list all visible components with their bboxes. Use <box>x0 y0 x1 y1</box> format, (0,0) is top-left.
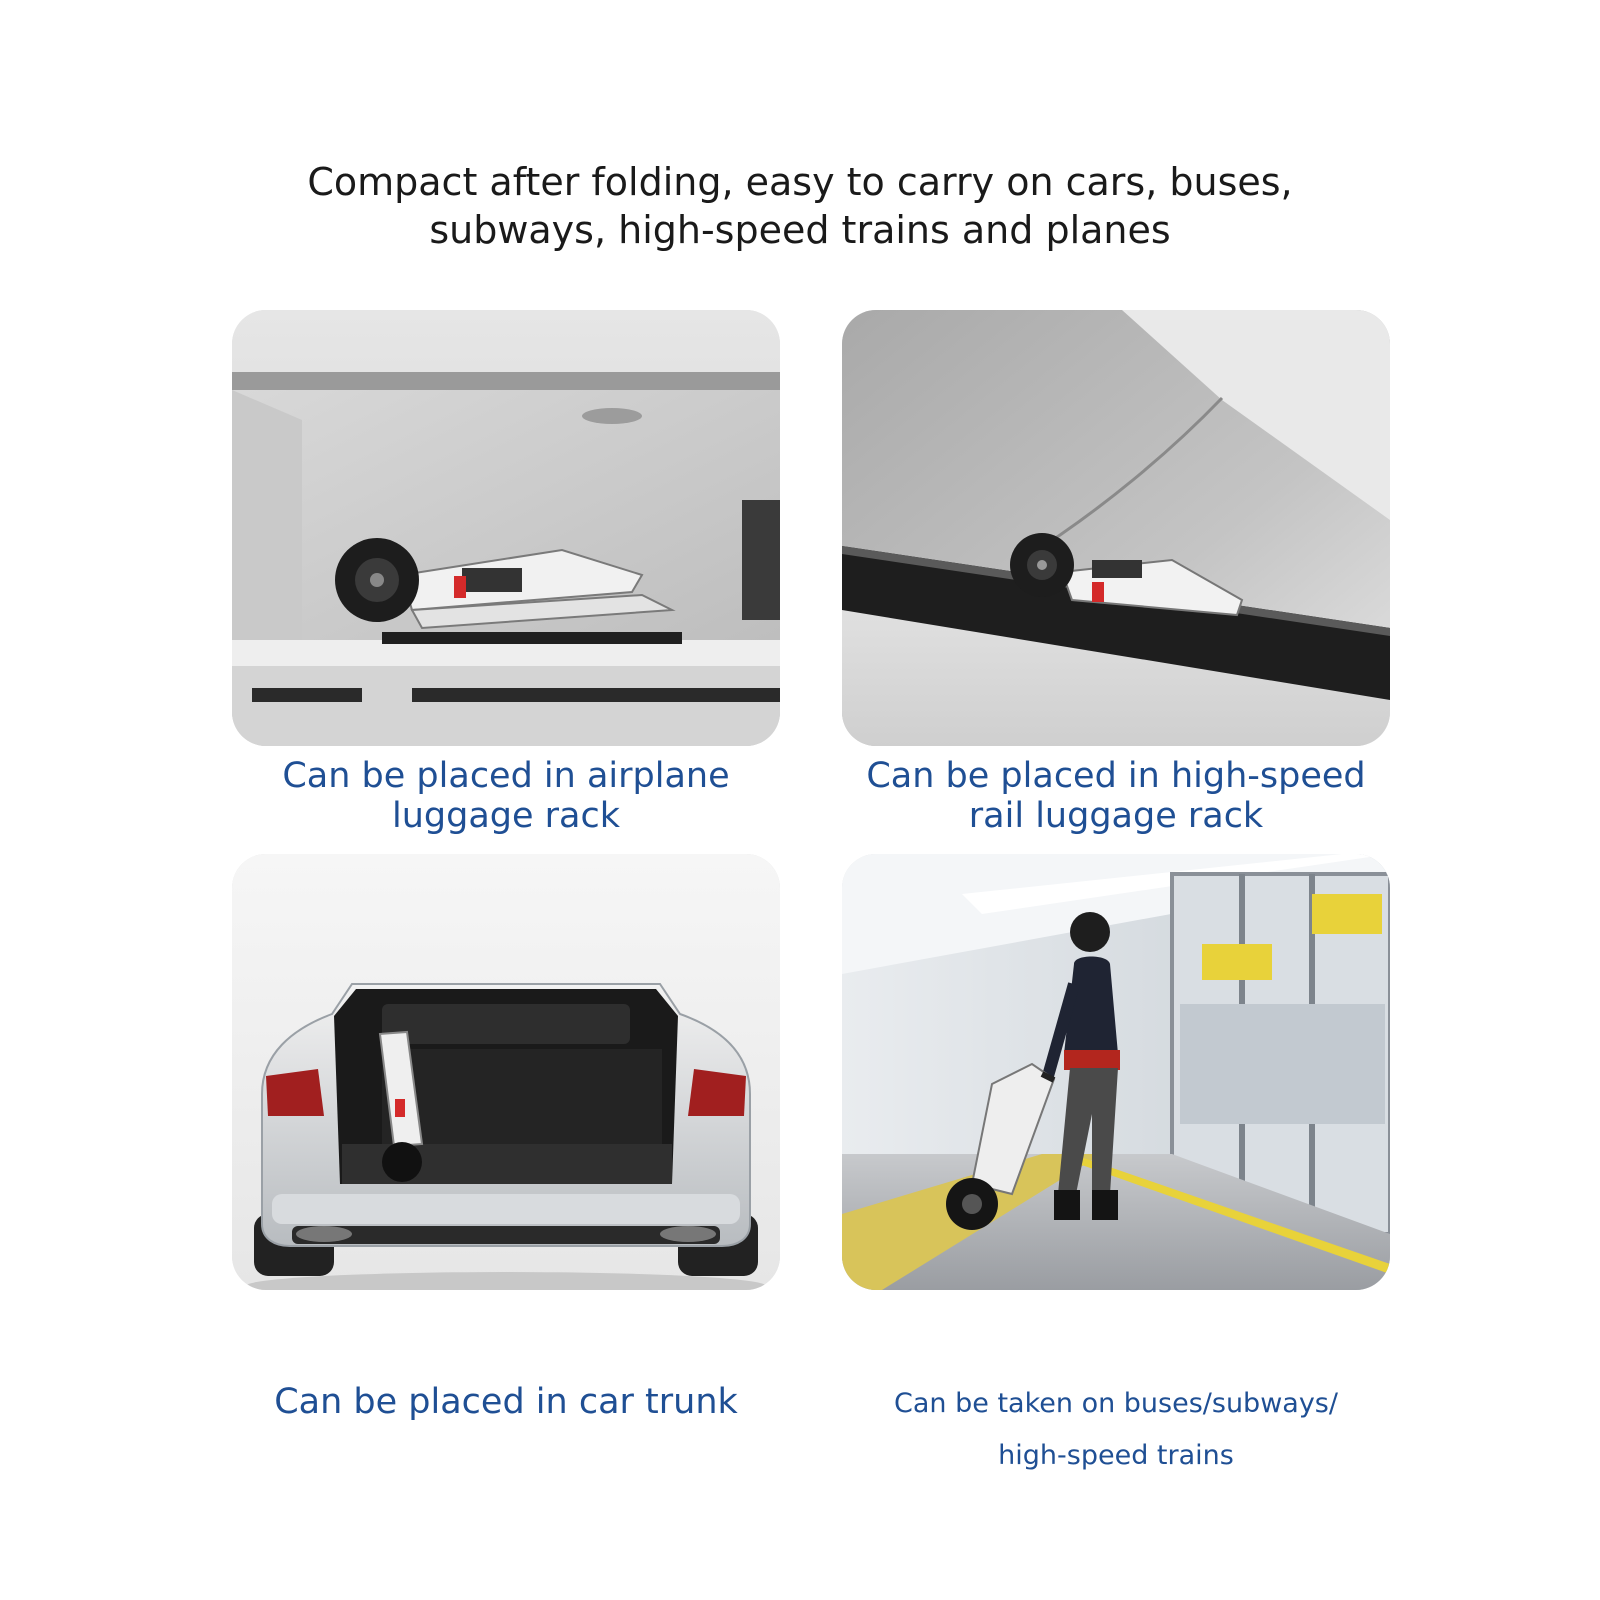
caption-line: Can be placed in high-speed <box>866 756 1366 796</box>
headline-line-2: subways, high-speed trains and planes <box>429 208 1171 252</box>
car-trunk-caption <box>232 1382 780 1422</box>
warning-sign-icon <box>1202 944 1272 980</box>
subway-platform-photo <box>842 854 1390 1290</box>
rail-shelf-illustration <box>842 310 1390 746</box>
warning-sign-icon <box>1312 894 1382 934</box>
subway-caption <box>842 1378 1390 1482</box>
red-latch-icon <box>1092 582 1104 602</box>
caption-line: rail luggage rack <box>968 796 1264 836</box>
caption-line: high-speed trains <box>998 1440 1234 1471</box>
red-latch-icon <box>454 576 466 598</box>
car-trunk-illustration <box>232 854 780 1290</box>
rail-rack-caption <box>842 756 1390 836</box>
headline-line-1: Compact after folding, easy to carry on cars, buses, <box>307 160 1293 204</box>
caption-line: luggage rack <box>391 796 620 836</box>
caption-line: Can be taken on buses/subways/ <box>894 1388 1338 1419</box>
page-headline <box>0 158 1600 254</box>
red-latch-icon <box>395 1099 405 1117</box>
caption-line: Can be placed in airplane <box>282 756 730 796</box>
car-trunk-photo <box>232 854 780 1290</box>
caption-line: Can be placed in car trunk <box>274 1382 738 1422</box>
subway-platform-illustration <box>842 854 1390 1290</box>
airplane-rack-caption <box>232 756 780 836</box>
rail-luggage-rack-photo <box>842 310 1390 746</box>
airplane-luggage-rack-photo <box>232 310 780 746</box>
airplane-bin-illustration <box>232 310 780 746</box>
